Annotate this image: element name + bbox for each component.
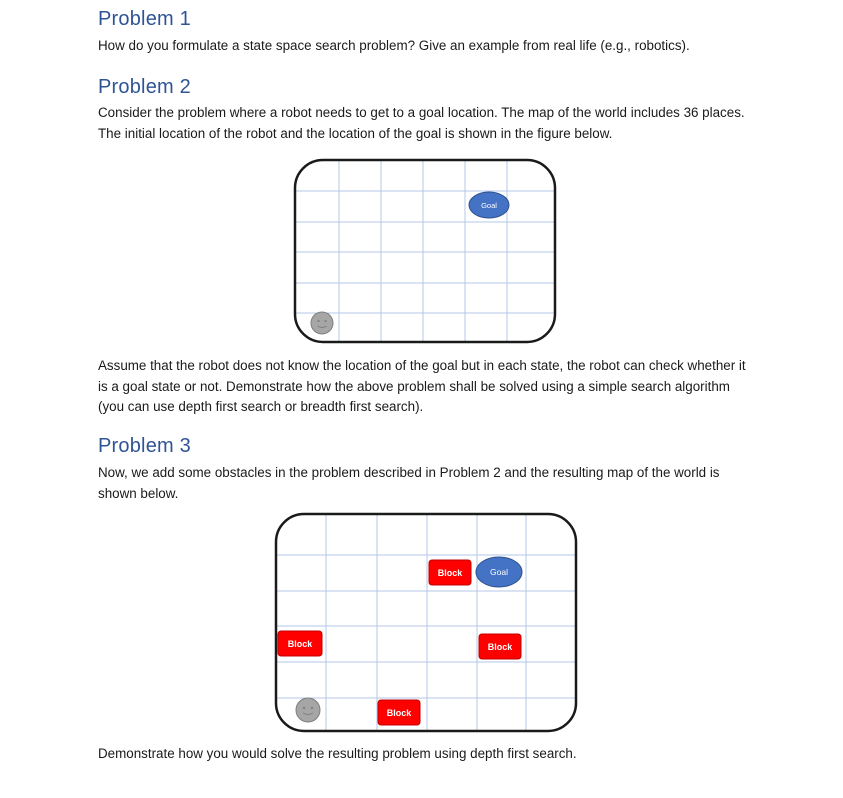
goal-marker (476, 557, 522, 587)
block-label: Block (437, 568, 463, 578)
goal-marker (469, 192, 509, 218)
problem3-world-map (274, 512, 578, 733)
grid-lines (276, 514, 576, 731)
block-label: Block (287, 639, 313, 649)
block-label: Block (386, 708, 412, 718)
robot-face-icon (296, 698, 320, 722)
problem1-text: How do you formulate a state space search problem? Give an example from real life (e.g., robotics). (98, 38, 690, 53)
problem3-instructions: Demonstrate how you would solve the resulting problem using depth first search. (98, 746, 577, 761)
problem2-world-map (293, 158, 557, 344)
block-obstacle (479, 634, 521, 659)
block-label: Block (487, 642, 513, 652)
robot-face-icon (311, 312, 333, 334)
problem2-text: Consider the problem where a robot needs to get to a goal location. The map of the world includes 36 places. The initial location of the robot and the location of the goal is shown in the figure below. (98, 105, 745, 141)
problem3-heading: Problem 3 (98, 435, 191, 457)
block-obstacle (378, 700, 420, 725)
goal-label: Goal (490, 567, 508, 577)
problem3-text: Now, we add some obstacles in the problem described in Problem 2 and the resulting map of the world is shown below. (98, 465, 720, 501)
problem1-heading: Problem 1 (98, 8, 191, 30)
world-border (295, 160, 555, 342)
block-obstacle (429, 560, 471, 585)
problem2-heading: Problem 2 (98, 76, 191, 98)
grid-lines (295, 160, 555, 342)
goal-label: Goal (481, 201, 497, 210)
block-obstacle (278, 631, 322, 656)
problem2-instructions: Assume that the robot does not know the location of the goal but in each state, the robot can check whether it is a goal state or not. Demonstrate how the above problem shall be solved using a simple search algorithm (you can use depth first search or breadth first search). (98, 358, 746, 414)
